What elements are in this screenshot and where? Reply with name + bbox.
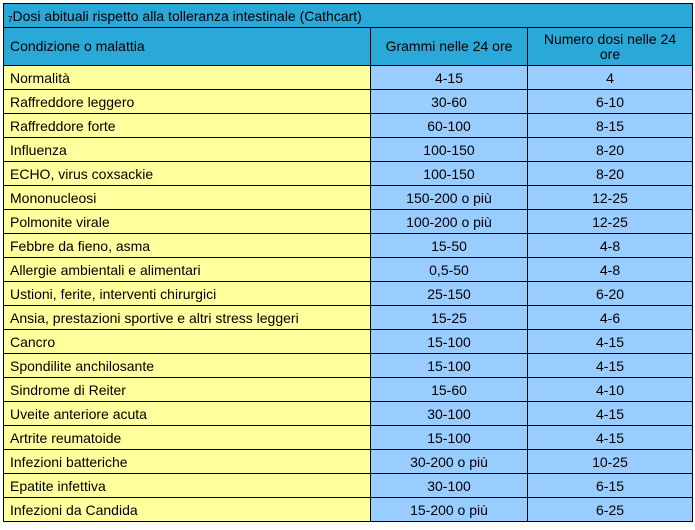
table-row (4, 450, 693, 474)
grams-cell: 15-60 (371, 378, 528, 402)
grams-cell: 15-100 (371, 426, 528, 450)
doses-cell: 8-20 (528, 162, 693, 186)
column-header-condition: Condizione o malattia (4, 28, 371, 66)
grams-cell: 15-25 (371, 306, 528, 330)
grams-cell: 30-200 o più (371, 450, 528, 474)
table-row (4, 378, 693, 402)
dosage-table-container (3, 3, 692, 527)
grams-cell: 100-200 o più (371, 210, 528, 234)
table-title (4, 4, 693, 28)
condition-cell: Raffreddore leggero (4, 90, 371, 114)
condition-cell: ECHO, virus coxsackie (4, 162, 371, 186)
doses-cell: 4-15 (528, 426, 693, 450)
column-header-grams: Grammi nelle 24 ore (371, 28, 528, 66)
condition-cell: Artrite reumatoide (4, 426, 371, 450)
column-header-doses: Numero dosi nelle 24 ore (528, 28, 693, 66)
condition-cell: Influenza (4, 138, 371, 162)
table-row (4, 474, 693, 498)
table-row (4, 402, 693, 426)
grams-cell: 25-150 (371, 282, 528, 306)
doses-cell: 4 (528, 66, 693, 90)
grams-cell: 0,5-50 (371, 258, 528, 282)
doses-cell: 10-25 (528, 450, 693, 474)
table-row (4, 354, 693, 378)
table-row (4, 162, 693, 186)
condition-cell: Allergie ambientali e alimentari (4, 258, 371, 282)
grams-cell: 15-100 (371, 330, 528, 354)
table-row (4, 186, 693, 210)
grams-cell: 15-50 (371, 234, 528, 258)
table-body (4, 66, 693, 522)
grams-cell: 15-100 (371, 354, 528, 378)
doses-cell: 4-8 (528, 234, 693, 258)
condition-cell: Polmonite virale (4, 210, 371, 234)
footnote-marker: 7 (8, 14, 13, 24)
grams-cell: 15-200 o più (371, 498, 528, 522)
doses-cell: 12-25 (528, 186, 693, 210)
table-row (4, 114, 693, 138)
table-row (4, 66, 693, 90)
table-row (4, 306, 693, 330)
table-row (4, 258, 693, 282)
doses-cell: 6-20 (528, 282, 693, 306)
doses-cell: 4-15 (528, 330, 693, 354)
doses-cell: 8-20 (528, 138, 693, 162)
condition-cell: Cancro (4, 330, 371, 354)
table-title-row (4, 4, 693, 28)
column-header-row (4, 28, 693, 66)
condition-cell: Infezioni batteriche (4, 450, 371, 474)
condition-cell: Ansia, prestazioni sportive e altri stress leggeri (4, 306, 371, 330)
grams-cell: 100-150 (371, 138, 528, 162)
condition-cell: Normalità (4, 66, 371, 90)
doses-cell: 8-15 (528, 114, 693, 138)
condition-cell: Febbre da fieno, asma (4, 234, 371, 258)
doses-cell: 6-10 (528, 90, 693, 114)
condition-cell: Uveite anteriore acuta (4, 402, 371, 426)
table-row (4, 210, 693, 234)
doses-cell: 4-15 (528, 354, 693, 378)
doses-cell: 6-15 (528, 474, 693, 498)
table-row (4, 330, 693, 354)
dosage-table (3, 3, 693, 522)
grams-cell: 150-200 o più (371, 186, 528, 210)
condition-cell: Spondilite anchilosante (4, 354, 371, 378)
table-row (4, 234, 693, 258)
doses-cell: 4-10 (528, 378, 693, 402)
grams-cell: 4-15 (371, 66, 528, 90)
doses-cell: 4-8 (528, 258, 693, 282)
condition-cell: Infezioni da Candida (4, 498, 371, 522)
table-row (4, 90, 693, 114)
table-title-text: Dosi abituali rispetto alla tolleranza intestinale (Cathcart) (12, 7, 362, 24)
doses-cell: 4-15 (528, 402, 693, 426)
condition-cell: Raffreddore forte (4, 114, 371, 138)
grams-cell: 30-100 (371, 474, 528, 498)
table-row (4, 282, 693, 306)
grams-cell: 100-150 (371, 162, 528, 186)
doses-cell: 12-25 (528, 210, 693, 234)
table-row (4, 426, 693, 450)
doses-cell: 4-6 (528, 306, 693, 330)
table-row (4, 138, 693, 162)
grams-cell: 30-60 (371, 90, 528, 114)
grams-cell: 30-100 (371, 402, 528, 426)
condition-cell: Sindrome di Reiter (4, 378, 371, 402)
table-row (4, 498, 693, 522)
doses-cell: 6-25 (528, 498, 693, 522)
condition-cell: Ustioni, ferite, interventi chirurgici (4, 282, 371, 306)
condition-cell: Mononucleosi (4, 186, 371, 210)
condition-cell: Epatite infettiva (4, 474, 371, 498)
grams-cell: 60-100 (371, 114, 528, 138)
